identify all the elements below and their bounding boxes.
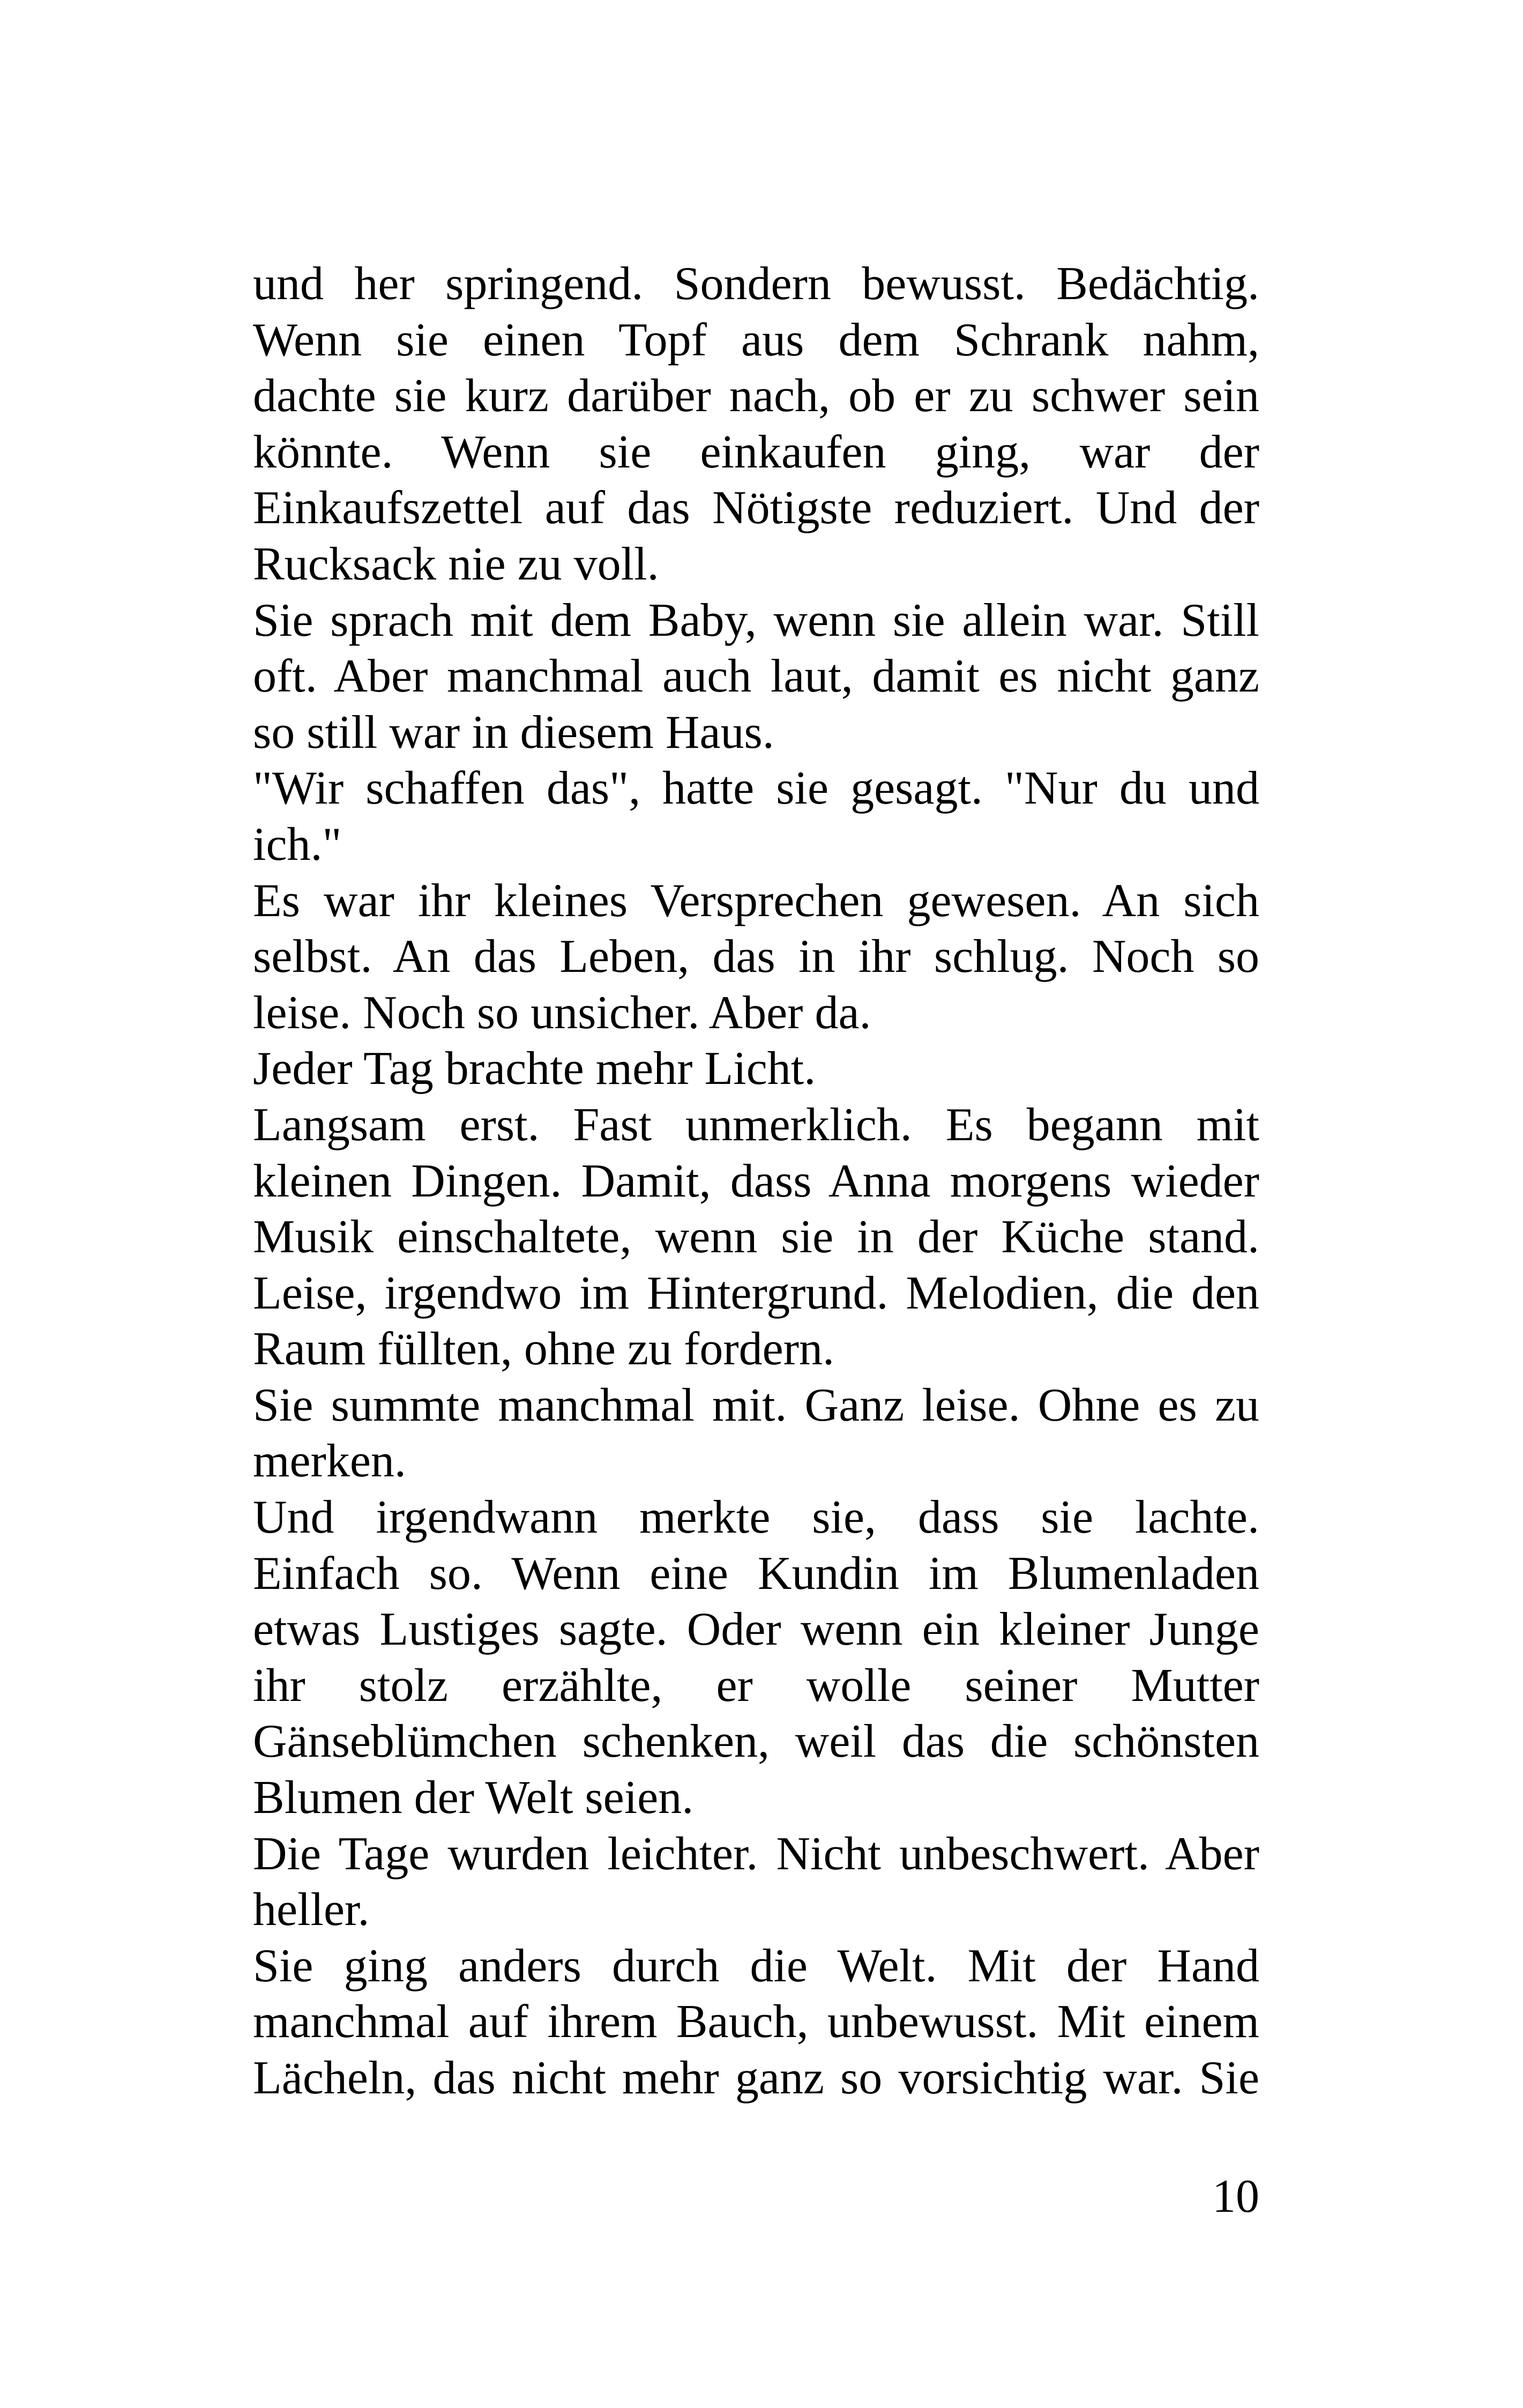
text-line: Raum füllten, ohne zu fordern. [253,1323,835,1376]
text-line: selbst. An das Leben, das in ihr schlug. Noch so [253,931,1259,983]
text-line: kleinen Dingen. Damit, dass Anna morgens wieder [253,1155,1259,1207]
text-line: so still war in diesem Haus. [253,706,774,759]
text-line: etwas Lustiges sagte. Oder wenn ein kleiner Junge [253,1603,1259,1656]
text-line: Jeder Tag brachte mehr Licht. [253,1043,816,1095]
text-line: Einkaufszettel auf das Nötigste reduziert. Und der [253,482,1259,534]
text-line: Wenn sie einen Topf aus dem Schrank nahm, [253,314,1259,366]
body-text [253,256,1259,2107]
text-line: Sie ging anders durch die Welt. Mit der Hand [253,1939,1259,1992]
text-line: Lächeln, das nicht mehr ganz so vorsichtig war. Sie [253,2052,1259,2104]
text-line: Musik einschaltete, wenn sie in der Küche stand. [253,1211,1259,1264]
text-line: dachte sie kurz darüber nach, ob er zu schwer sein [253,370,1259,422]
text-line: Blumen der Welt seien. [253,1772,694,1824]
text-line: Gänseblümchen schenken, weil das die schönsten [253,1715,1259,1768]
text-line: oft. Aber manchmal auch laut, damit es nicht ganz [253,650,1259,703]
text-line: Leise, irgendwo im Hintergrund. Melodien, die den [253,1267,1259,1319]
text-line: könnte. Wenn sie einkaufen ging, war der [253,426,1259,478]
text-line: Sie sprach mit dem Baby, wenn sie allein war. Still [253,594,1259,646]
text-line: Langsam erst. Fast unmerklich. Es begann mit [253,1098,1259,1151]
text-line: Einfach so. Wenn eine Kundin im Blumenladen [253,1547,1259,1600]
text-line: Die Tage wurden leichter. Nicht unbeschwert. Aber [253,1827,1259,1880]
text-line: merken. [253,1435,406,1488]
text-line: heller. [253,1884,370,1936]
text-line: ich." [253,818,342,871]
text-line: Sie summte manchmal mit. Ganz leise. Ohne es zu [253,1379,1259,1431]
text-line: Und irgendwann merkte sie, dass sie lachte. [253,1491,1259,1544]
text-line: ihr stolz erzählte, er wolle seiner Mutter [253,1659,1259,1712]
text-line: Rucksack nie zu voll. [253,538,659,590]
page-number: 10 [1212,2171,1259,2223]
text-line: Es war ihr kleines Versprechen gewesen. An sich [253,874,1259,927]
text-line: und her springend. Sondern bewusst. Bedächtig. [253,258,1259,310]
text-line: leise. Noch so unsicher. Aber da. [253,986,871,1039]
text-line: manchmal auf ihrem Bauch, unbewusst. Mit einem [253,1996,1259,2048]
text-line: "Wir schaffen das", hatte sie gesagt. "Nur du und [253,762,1259,815]
